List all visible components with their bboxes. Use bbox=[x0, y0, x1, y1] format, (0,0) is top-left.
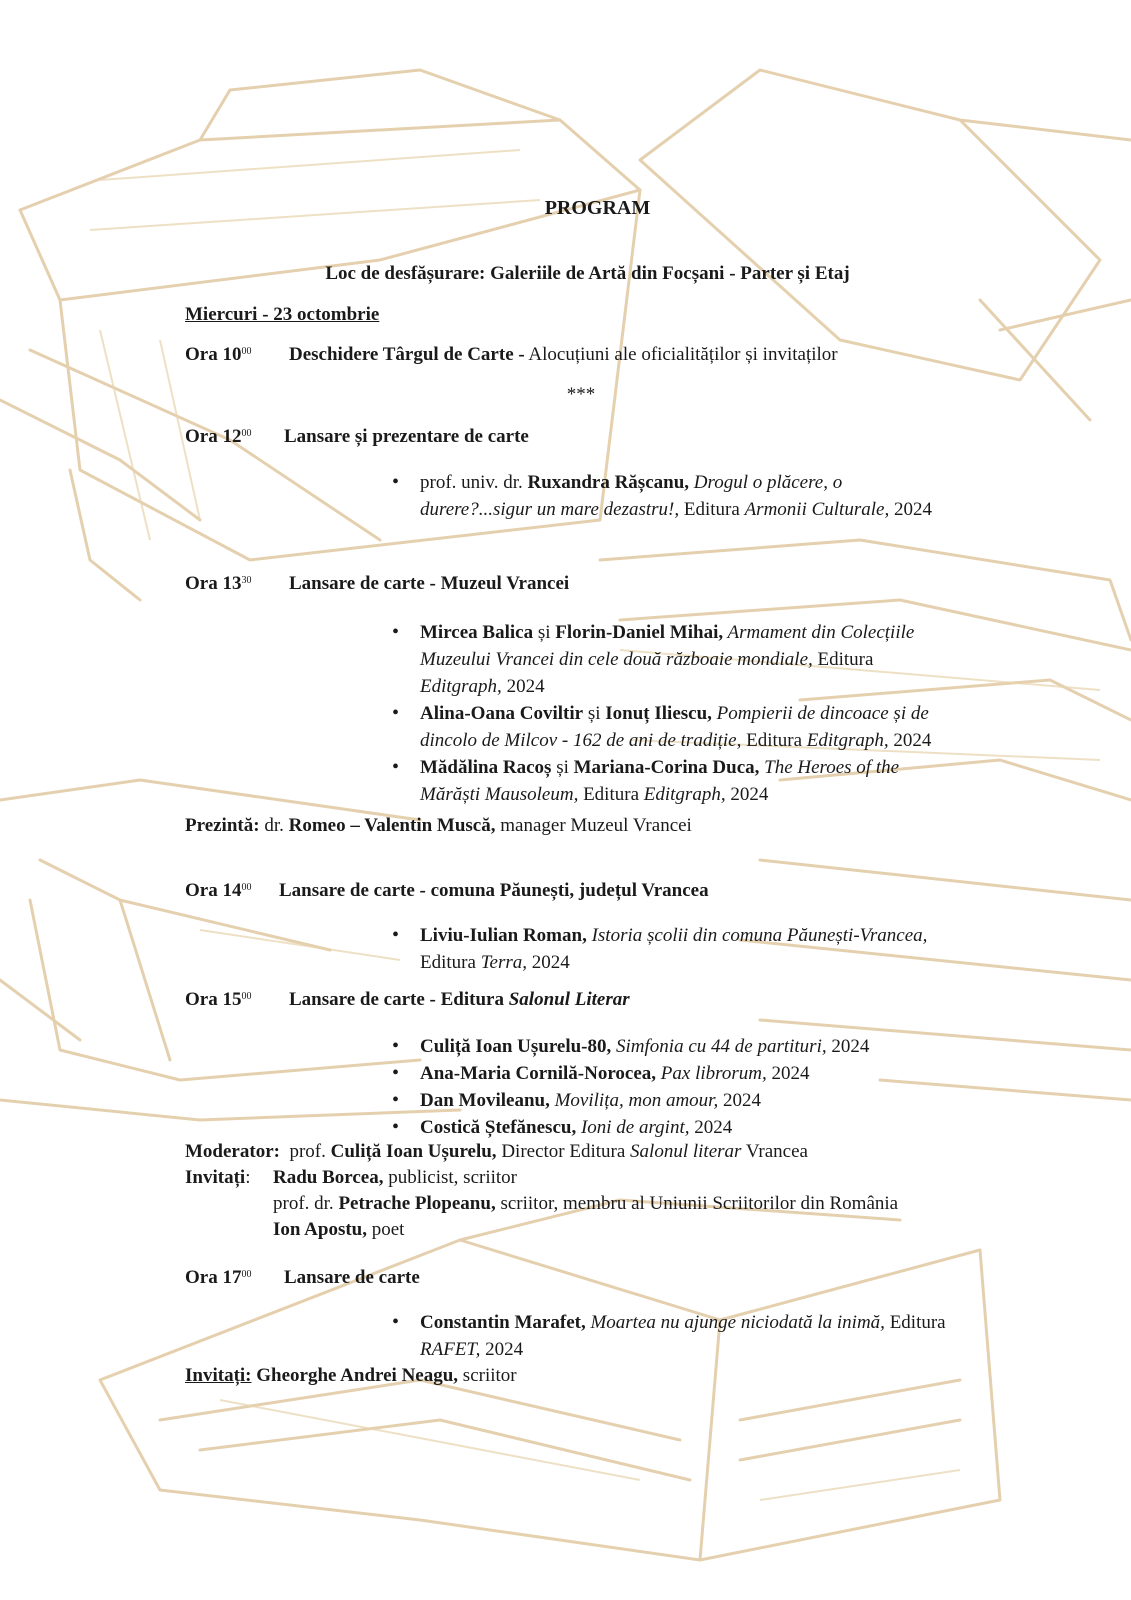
list-item bbox=[392, 1114, 952, 1141]
session-minutes: 00 bbox=[241, 346, 252, 357]
publisher-name: Terra, bbox=[480, 952, 527, 973]
session-minutes: 00 bbox=[241, 991, 252, 1002]
author-name: Ana-Maria Cornilă-Norocea, bbox=[420, 1063, 657, 1084]
guest-name: Radu Borcea, bbox=[273, 1167, 384, 1188]
year: 2024 bbox=[889, 499, 932, 520]
presenter-line bbox=[185, 813, 692, 839]
conjunction: și bbox=[551, 757, 574, 778]
book-title: Drogul o plăcere, o durere?...sigur un mare dezastru!, bbox=[420, 472, 843, 520]
session-hour: Ora 14 bbox=[185, 880, 242, 901]
guest-name: Ion Apostu, bbox=[273, 1219, 367, 1240]
session-title bbox=[289, 571, 569, 597]
book-title: Moartea nu ajunge niciodată la inimă, bbox=[585, 1312, 885, 1333]
year: 2024 bbox=[689, 1117, 733, 1138]
book-list bbox=[392, 469, 950, 523]
session-title-italic: Salonul Literar bbox=[508, 989, 630, 1010]
guest-prefix: prof. dr. bbox=[273, 1193, 339, 1214]
session-title bbox=[289, 342, 838, 368]
session-time bbox=[185, 987, 251, 1013]
session-title-text: Lansare de carte - Editura bbox=[289, 989, 509, 1010]
publisher-name: RAFET, bbox=[420, 1339, 481, 1360]
conjunction: și bbox=[583, 703, 606, 724]
list-item bbox=[392, 922, 952, 976]
author-name: Constantin Marafet, bbox=[420, 1312, 586, 1333]
session-title bbox=[284, 1265, 420, 1291]
day-heading: Miercuri - 23 octombrie bbox=[185, 304, 380, 325]
session-title bbox=[289, 987, 630, 1013]
guests-label bbox=[185, 1165, 250, 1191]
page-title: PROGRAM bbox=[544, 197, 651, 219]
session-title-text: Lansare de carte bbox=[284, 1267, 420, 1288]
moderator-label: Moderator: bbox=[185, 1141, 280, 1162]
session-time bbox=[185, 1265, 251, 1291]
author-name: Liviu-Iulian Roman, bbox=[420, 925, 587, 946]
year: 2024 bbox=[725, 784, 769, 805]
book-list bbox=[392, 1309, 952, 1363]
book-title: The Heroes of the Mărăști Mausoleum, bbox=[420, 757, 900, 805]
session-time bbox=[185, 878, 251, 904]
guest-role: scriitor bbox=[458, 1365, 517, 1386]
publisher-prefix: Editura bbox=[420, 952, 481, 973]
author-name: Ruxandra Rășcanu, bbox=[527, 472, 690, 493]
session-title bbox=[284, 424, 529, 450]
author-name: Mariana-Corina Duca, bbox=[573, 757, 760, 778]
guest-role: publicist, scriitor bbox=[383, 1167, 517, 1188]
moderator-line bbox=[185, 1139, 808, 1165]
year: 2024 bbox=[766, 1063, 810, 1084]
publisher-name: Editgraph, bbox=[420, 676, 502, 697]
presenter-role: manager Muzeul Vrancei bbox=[495, 815, 692, 836]
publisher-prefix: Editura bbox=[679, 499, 745, 520]
book-title: Armament din Colecțiile Muzeului Vrancei din cele două războaie mondiale, bbox=[420, 622, 915, 670]
separator: *** bbox=[566, 384, 596, 405]
session-hour: Ora 10 bbox=[185, 344, 242, 365]
list-item bbox=[392, 469, 950, 523]
publisher-prefix: Editura bbox=[884, 1312, 946, 1333]
book-title: Simfonia cu 44 de partituri, bbox=[611, 1036, 827, 1057]
moderator-prefix: prof. bbox=[279, 1141, 331, 1162]
venue-line: Loc de desfășurare: Galeriile de Artă din Focșani - Parter și Etaj bbox=[325, 263, 850, 284]
book-title: Pax librorum, bbox=[656, 1063, 767, 1084]
year: 2024 bbox=[501, 676, 545, 697]
guests-label-text: Invitați: bbox=[185, 1365, 252, 1386]
author-name: Costică Ștefănescu, bbox=[420, 1117, 577, 1138]
session-hour: Ora 13 bbox=[185, 573, 242, 594]
session-time bbox=[185, 342, 251, 368]
guest-name: Petrache Plopeanu, bbox=[338, 1193, 496, 1214]
moderator-role-prefix: Director Editura bbox=[496, 1141, 631, 1162]
session-title-text: Lansare și prezentare de carte bbox=[284, 426, 529, 447]
year: 2024 bbox=[888, 730, 932, 751]
session-time bbox=[185, 571, 251, 597]
author-name: Florin-Daniel Mihai, bbox=[555, 622, 724, 643]
book-list bbox=[392, 922, 952, 976]
guest-role: poet bbox=[367, 1219, 405, 1240]
book-title: Pompierii de dincoace și de dincolo de Milcov - 162 de ani de tradiție, bbox=[420, 703, 929, 751]
list-item bbox=[392, 619, 937, 700]
session-minutes: 00 bbox=[241, 1269, 252, 1280]
guest-line bbox=[273, 1217, 404, 1243]
session-hour: Ora 17 bbox=[185, 1267, 242, 1288]
year: 2024 bbox=[480, 1339, 524, 1360]
author-name: Mădălina Racoș bbox=[420, 757, 552, 778]
author-prefix: prof. univ. dr. bbox=[420, 472, 528, 493]
book-title: Ioni de argint, bbox=[576, 1117, 690, 1138]
session-title-text: Deschidere Târgul de Carte - bbox=[289, 344, 525, 365]
session-minutes: 00 bbox=[241, 428, 252, 439]
moderator-role-suffix: Vrancea bbox=[741, 1141, 808, 1162]
session-subtitle: Alocuțiuni ale oficialităților și invitaților bbox=[524, 344, 838, 365]
list-item bbox=[392, 754, 937, 808]
session-title-text: Lansare de carte - comuna Păunești, județul Vrancea bbox=[279, 880, 709, 901]
year: 2024 bbox=[718, 1090, 761, 1111]
list-item bbox=[392, 1087, 952, 1114]
guest-name: Gheorghe Andrei Neagu, bbox=[251, 1365, 459, 1386]
guests-line bbox=[185, 1363, 517, 1389]
author-name: Dan Movileanu, bbox=[420, 1090, 550, 1111]
publisher-name: Editgraph, bbox=[806, 730, 889, 751]
guests-label-colon: : bbox=[245, 1167, 251, 1188]
author-name: Mircea Balica bbox=[420, 622, 534, 643]
publisher-prefix: Editura bbox=[741, 730, 807, 751]
book-title: Istoria școlii din comuna Păunești-Vrancea, bbox=[586, 925, 928, 946]
session-hour: Ora 15 bbox=[185, 989, 242, 1010]
presenter-label: Prezintă: bbox=[185, 815, 260, 836]
list-item bbox=[392, 1033, 952, 1060]
book-list bbox=[392, 619, 937, 808]
list-item bbox=[392, 700, 937, 754]
list-item bbox=[392, 1309, 952, 1363]
author-name: Alina-Oana Coviltir bbox=[420, 703, 584, 724]
presenter-prefix: dr. bbox=[259, 815, 289, 836]
list-item bbox=[392, 1060, 952, 1087]
session-title-text: Lansare de carte - Muzeul Vrancei bbox=[289, 573, 570, 594]
year: 2024 bbox=[826, 1036, 870, 1057]
publisher-name: Armonii Culturale, bbox=[744, 499, 890, 520]
session-minutes: 00 bbox=[241, 882, 252, 893]
publisher-prefix: Editura bbox=[812, 649, 874, 670]
publisher-prefix: Editura bbox=[578, 784, 644, 805]
guest-line bbox=[273, 1165, 517, 1191]
conjunction: și bbox=[533, 622, 556, 643]
presenter-name: Romeo – Valentin Muscă, bbox=[288, 815, 496, 836]
publisher-name: Editgraph, bbox=[643, 784, 726, 805]
guests-label-text: Invitați bbox=[185, 1167, 246, 1188]
session-time bbox=[185, 424, 251, 450]
book-list bbox=[392, 1033, 952, 1141]
year: 2024 bbox=[526, 952, 570, 973]
moderator-role-italic: Salonul literar bbox=[630, 1141, 742, 1162]
moderator-name: Culiță Ioan Ușurelu, bbox=[330, 1141, 497, 1162]
author-name: Culiță Ioan Ușurelu-80, bbox=[420, 1036, 612, 1057]
session-minutes: 30 bbox=[241, 575, 252, 586]
guest-role: scriitor, membru al Uniunii Scriitorilor din România bbox=[495, 1193, 899, 1214]
session-title bbox=[279, 878, 709, 904]
book-title: Movilița, mon amour, bbox=[549, 1090, 719, 1111]
guest-line bbox=[273, 1191, 898, 1217]
session-hour: Ora 12 bbox=[185, 426, 242, 447]
author-name: Ionuț Iliescu, bbox=[605, 703, 712, 724]
